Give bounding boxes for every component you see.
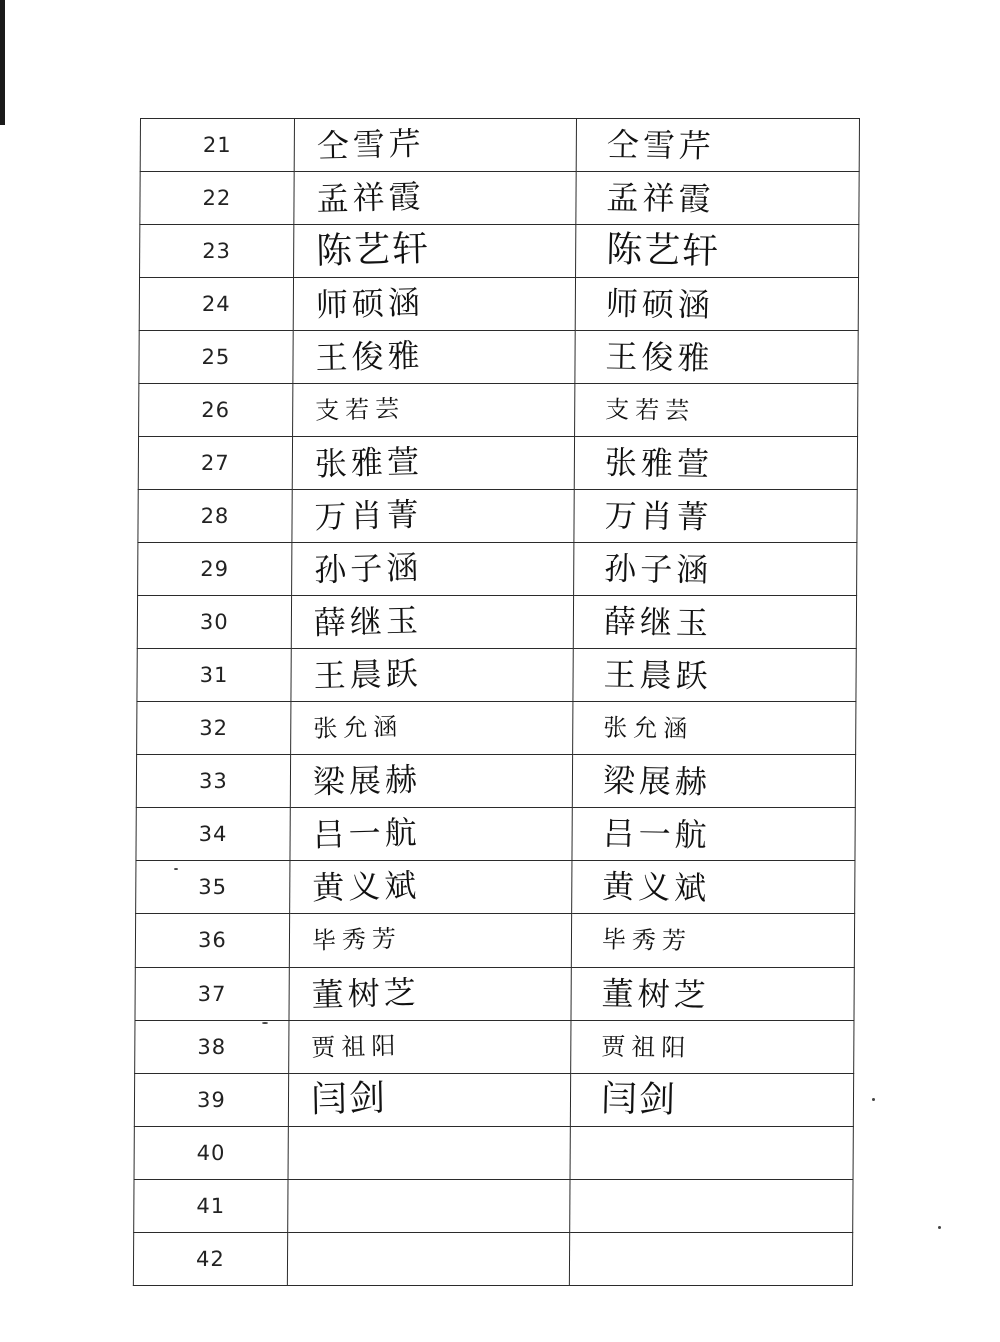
- row-number: 28: [138, 490, 292, 543]
- table-row: [135, 967, 854, 1020]
- signature-cell-first: [290, 755, 573, 808]
- handwritten-signature: 师硕涵: [315, 283, 425, 325]
- signature-cell-first: [288, 1126, 571, 1179]
- signature-cell-first: [291, 543, 574, 596]
- signature-cell-first: [287, 1232, 570, 1285]
- handwritten-signature: 黄义斌: [602, 867, 712, 908]
- row-number: 30: [137, 596, 291, 649]
- table-row: [137, 596, 856, 649]
- row-number: 41: [134, 1179, 288, 1232]
- handwritten-signature: 孟祥霞: [315, 177, 425, 219]
- signature-table-body: [133, 119, 859, 1286]
- signature-cell-second: [570, 1179, 853, 1232]
- signature-cell-first: [289, 914, 572, 967]
- handwritten-signature: 支若芸: [314, 394, 406, 426]
- signature-cell-first: [291, 596, 574, 649]
- signature-cell-second: [573, 755, 856, 808]
- signature-cell-second: [576, 172, 859, 225]
- handwritten-signature: [571, 1211, 601, 1212]
- signature-cell-second: [575, 437, 858, 490]
- table-row: [136, 808, 855, 861]
- signature-cell-second: [573, 702, 856, 755]
- signature-cell-second: [572, 914, 855, 967]
- signature-cell-second: [571, 967, 854, 1020]
- signature-cell-first: [289, 861, 572, 914]
- signature-cell-first: [288, 1073, 571, 1126]
- handwritten-signature: 闫剑: [600, 1078, 678, 1121]
- signature-cell-first: [290, 808, 573, 861]
- table-row: [137, 702, 856, 755]
- table-row: [137, 649, 856, 702]
- table-row: [140, 225, 859, 278]
- signature-sheet: [133, 118, 860, 1286]
- signature-cell-second: [570, 1232, 853, 1285]
- handwritten-signature: 毕秀芳: [311, 925, 403, 956]
- table-row: [138, 543, 857, 596]
- handwritten-signature: 闫剑: [310, 1077, 388, 1121]
- row-number: 24: [139, 278, 293, 331]
- handwritten-signature: 孙子涵: [604, 549, 714, 590]
- table-row: [139, 384, 858, 437]
- handwritten-signature: [288, 1158, 310, 1159]
- signature-cell-first: [293, 225, 576, 278]
- signature-cell-second: [574, 596, 857, 649]
- handwritten-signature: 万肖菁: [604, 496, 714, 537]
- handwritten-signature: 王俊雅: [605, 337, 715, 378]
- handwritten-signature: 张雅萱: [604, 443, 714, 484]
- table-row: [134, 1073, 853, 1126]
- handwritten-signature: 万肖菁: [314, 495, 423, 537]
- handwritten-signature: [288, 1264, 310, 1265]
- signature-cell-second: [571, 1073, 854, 1126]
- signature-cell-first: [291, 649, 574, 702]
- signature-cell-first: [293, 278, 576, 331]
- table-row: [134, 1179, 853, 1232]
- signature-cell-second: [574, 490, 857, 543]
- handwritten-signature: 贾祖阳: [601, 1032, 693, 1062]
- signature-cell-first: [293, 331, 576, 384]
- row-number: 34: [136, 808, 290, 861]
- signature-table: [133, 118, 860, 1286]
- handwritten-signature: 陈艺轩: [315, 228, 431, 273]
- handwritten-signature: 仝雪芹: [316, 124, 426, 166]
- signature-cell-first: [292, 384, 575, 437]
- table-row: [138, 437, 857, 490]
- signature-cell-first: [289, 1020, 572, 1073]
- handwritten-signature: 张允涵: [603, 713, 694, 744]
- row-number: 40: [134, 1126, 288, 1179]
- signature-cell-second: [575, 384, 858, 437]
- scan-speck: [174, 868, 178, 870]
- handwritten-signature: 毕秀芳: [602, 925, 693, 956]
- handwritten-signature: 薛继玉: [603, 602, 713, 643]
- handwritten-signature: 黄义斌: [311, 866, 421, 908]
- handwritten-signature: 薛继玉: [313, 601, 423, 643]
- handwritten-signature: 吕一航: [312, 813, 421, 855]
- row-number: 21: [140, 119, 294, 172]
- table-row: [133, 1232, 852, 1285]
- signature-cell-second: [576, 278, 859, 331]
- row-number: 27: [138, 437, 292, 490]
- table-row: [136, 861, 855, 914]
- signature-cell-second: [570, 1126, 853, 1179]
- signature-cell-first: [294, 119, 577, 172]
- signature-cell-first: [289, 967, 572, 1020]
- handwritten-signature: 孟祥霞: [606, 178, 716, 219]
- handwritten-signature: 董树芝: [311, 972, 420, 1014]
- signature-cell-second: [576, 225, 859, 278]
- table-row: [134, 1126, 853, 1179]
- table-row: [140, 172, 859, 225]
- signature-cell-first: [288, 1179, 571, 1232]
- scan-speck: [262, 1022, 268, 1024]
- handwritten-signature: 梁展赫: [602, 761, 712, 802]
- row-number: 23: [140, 225, 294, 278]
- handwritten-signature: 孙子涵: [313, 548, 423, 590]
- row-number: 25: [139, 331, 293, 384]
- row-number: 26: [139, 384, 293, 437]
- handwritten-signature: 吕一航: [602, 814, 712, 855]
- signature-cell-first: [294, 172, 577, 225]
- table-row: [135, 1020, 854, 1073]
- signature-cell-second: [577, 119, 860, 172]
- handwritten-signature: 贾祖阳: [310, 1031, 402, 1062]
- signature-cell-second: [572, 861, 855, 914]
- signature-cell-second: [571, 1020, 854, 1073]
- handwritten-signature: 梁展赫: [312, 760, 422, 802]
- handwritten-signature: 王晨跃: [313, 654, 422, 696]
- handwritten-signature: 董树芝: [601, 973, 711, 1014]
- row-number: 38: [135, 1020, 289, 1073]
- row-number: 32: [137, 702, 291, 755]
- handwritten-signature: 张允涵: [312, 712, 404, 744]
- table-row: [138, 490, 857, 543]
- scan-speck: [938, 1226, 941, 1229]
- table-row: [139, 278, 858, 331]
- signature-cell-first: [290, 702, 573, 755]
- signature-cell-second: [572, 808, 855, 861]
- signature-cell-second: [573, 649, 856, 702]
- row-number: 31: [137, 649, 291, 702]
- row-number: 39: [134, 1073, 288, 1126]
- signature-cell-first: [292, 490, 575, 543]
- handwritten-signature: 仝雪芹: [606, 125, 716, 166]
- row-number: 35: [136, 861, 290, 914]
- table-row: [136, 755, 855, 808]
- handwritten-signature: 张雅萱: [314, 442, 424, 484]
- row-number: 33: [136, 755, 290, 808]
- handwritten-signature: [288, 1211, 310, 1212]
- handwritten-signature: [571, 1158, 601, 1159]
- signature-cell-second: [574, 543, 857, 596]
- handwritten-signature: 王晨跃: [603, 655, 713, 696]
- handwritten-signature: 师硕涵: [605, 284, 715, 325]
- row-number: 37: [135, 967, 289, 1020]
- handwritten-signature: [570, 1264, 600, 1265]
- signature-cell-first: [292, 437, 575, 490]
- handwritten-signature: 陈艺轩: [606, 229, 722, 273]
- signature-cell-second: [575, 331, 858, 384]
- scan-speck: [872, 1098, 875, 1101]
- table-row: [140, 119, 859, 172]
- row-number: 42: [133, 1232, 287, 1285]
- row-number: 36: [135, 914, 289, 967]
- handwritten-signature: 支若芸: [605, 395, 696, 426]
- row-number: 29: [138, 543, 292, 596]
- table-row: [135, 914, 854, 967]
- handwritten-signature: 王俊雅: [315, 336, 424, 378]
- row-number: 22: [140, 172, 294, 225]
- scan-edge-shadow: [0, 0, 5, 125]
- table-row: [139, 331, 858, 384]
